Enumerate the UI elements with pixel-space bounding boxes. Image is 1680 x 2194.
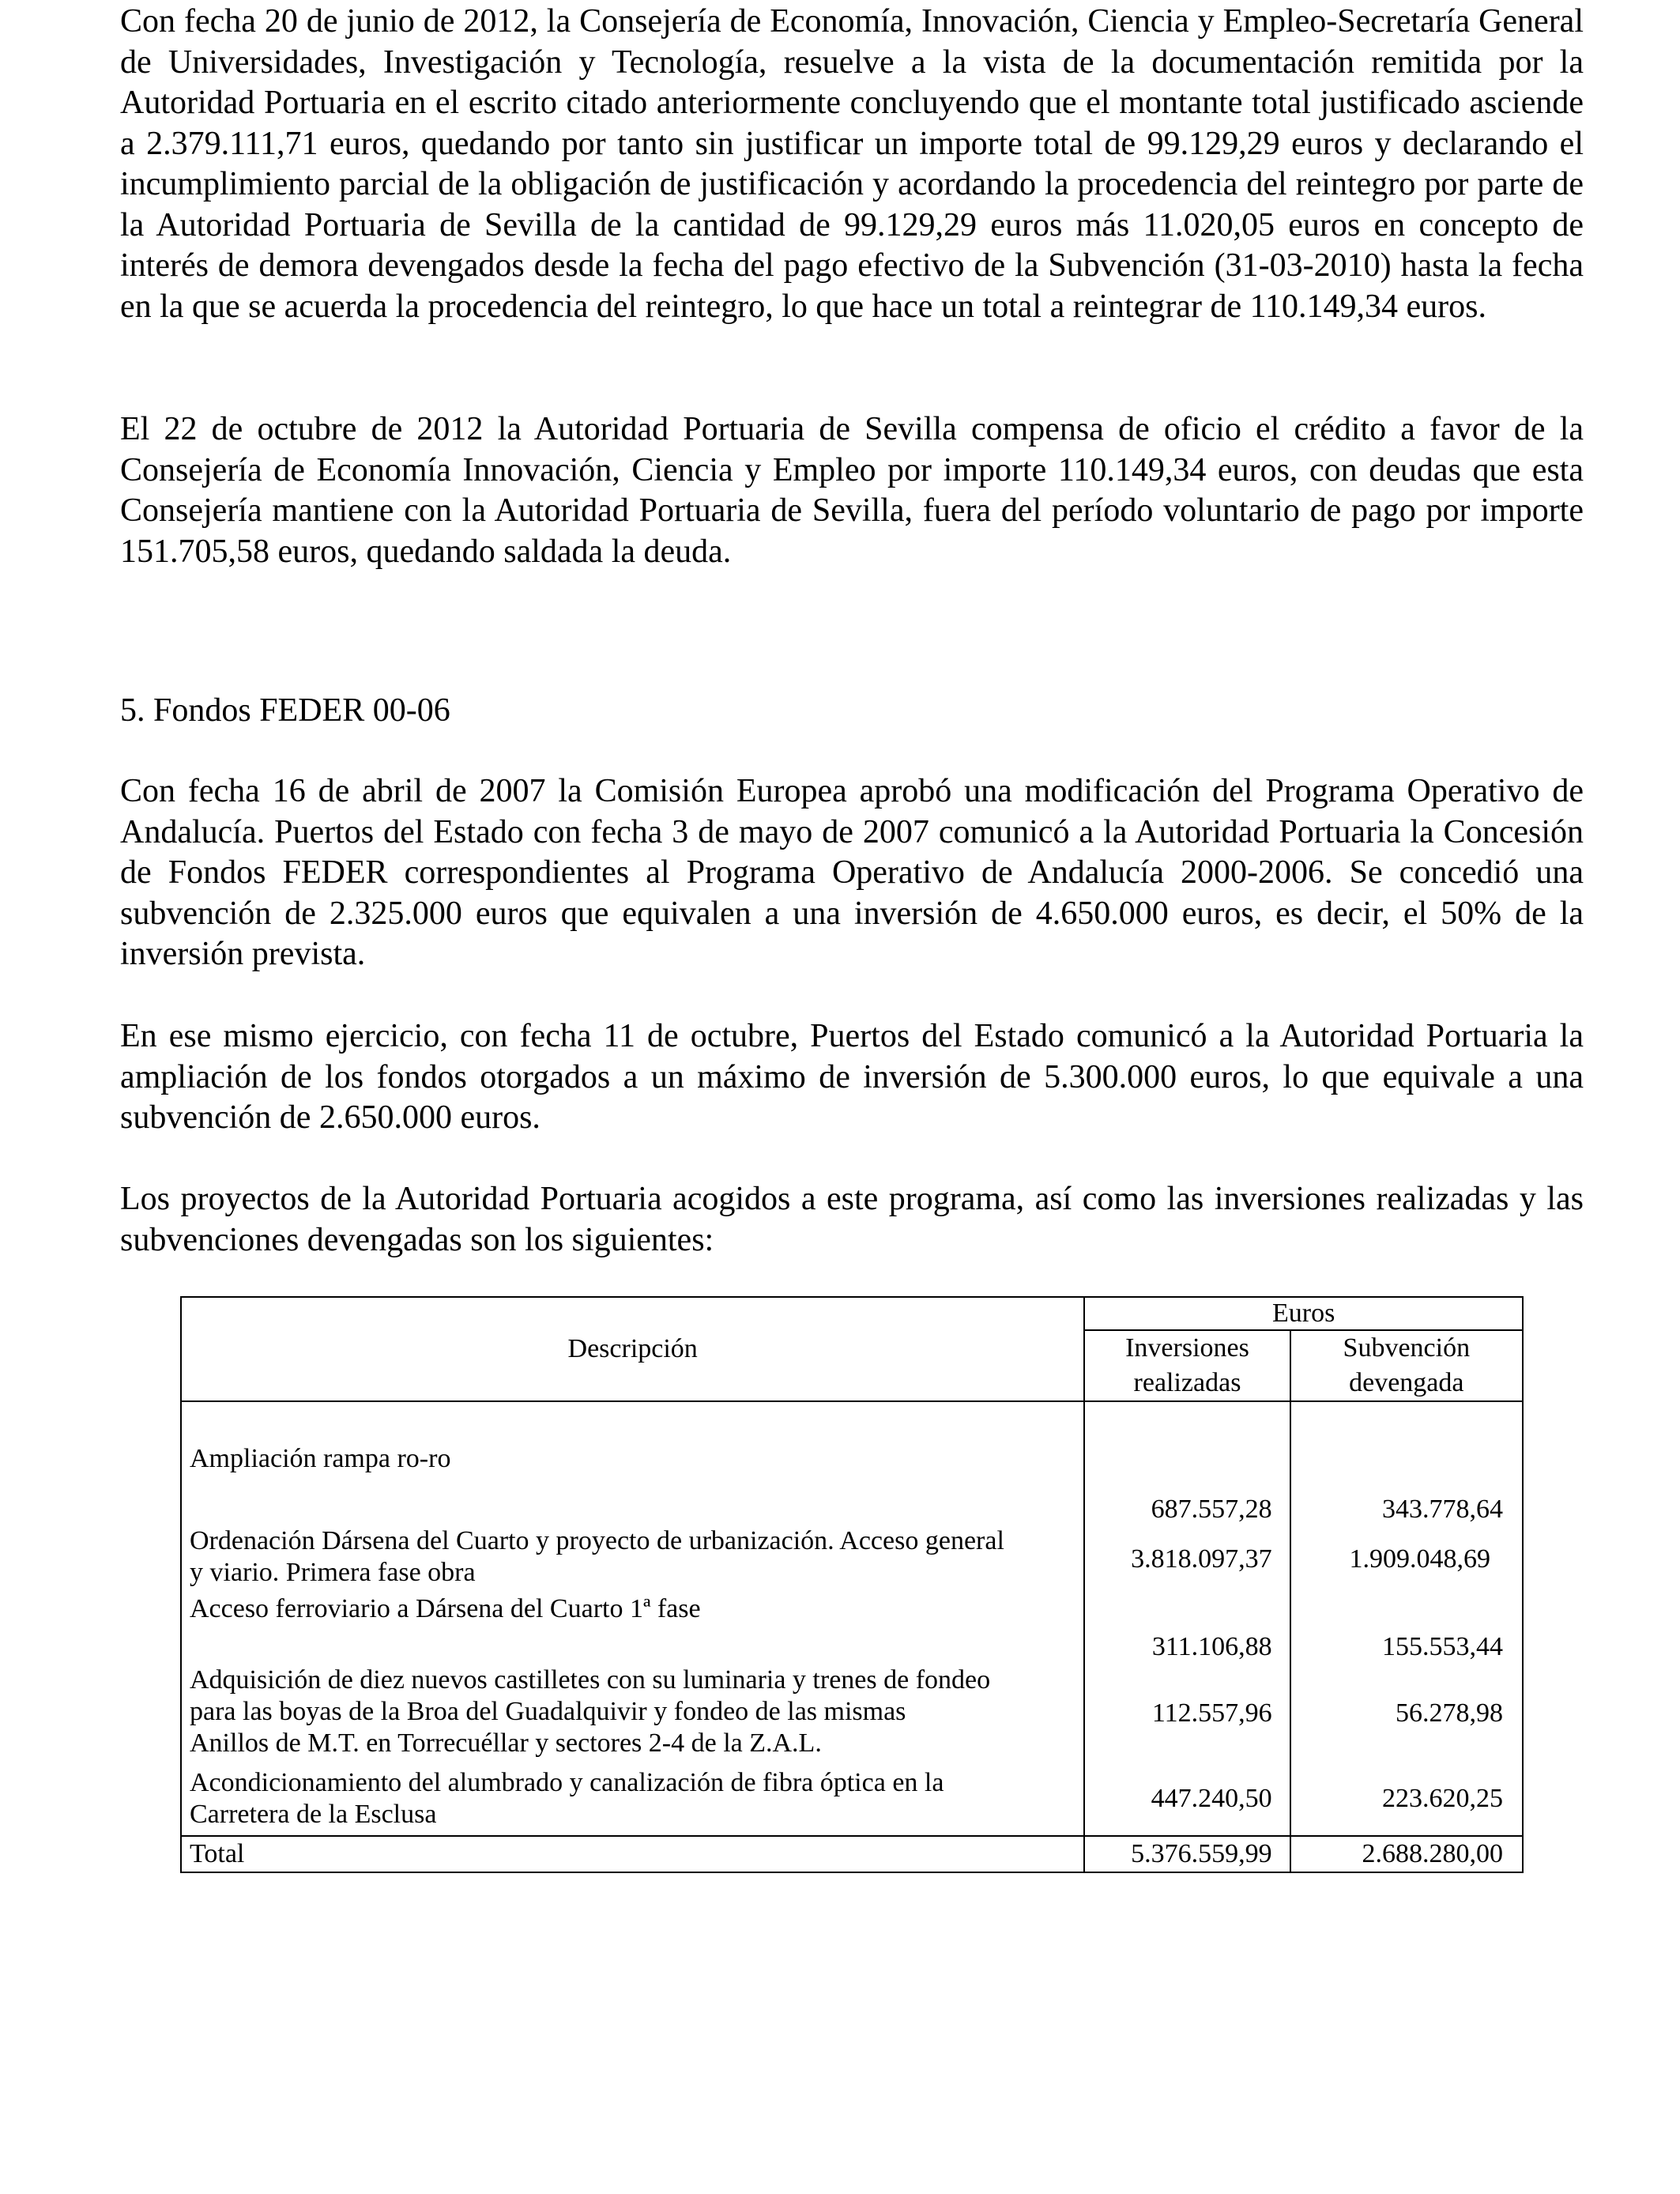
total-inversiones: 5.376.559,99 [1084, 1836, 1290, 1872]
feder-projects-table [180, 1296, 1524, 1873]
row-inversiones: 3.818.097,37 [1084, 1525, 1290, 1593]
row-description [181, 1401, 1084, 1525]
table-row [181, 1401, 1523, 1525]
row-subvencion: 56.278,98 [1290, 1664, 1523, 1762]
table-row [181, 1593, 1523, 1664]
header-descripcion: Descripción [181, 1297, 1084, 1401]
total-subvencion: 2.688.280,00 [1290, 1836, 1523, 1872]
row-subvencion: 343.778,64 [1290, 1401, 1523, 1525]
header-inversiones-line1: Inversiones [1125, 1333, 1249, 1363]
table-row [181, 1762, 1523, 1836]
section-heading: 5. Fondos FEDER 00-06 [120, 692, 450, 729]
header-inversiones-line2: realizadas [1133, 1368, 1241, 1397]
paragraph-reintegro: Con fecha 20 de junio de 2012, la Consejería de Economía, Innovación, Ciencia y Empleo-Secretaría General de Universidades, Investigación y Tecnología, resuelve a la vista de la documentación remitida por la Autoridad Portuaria en el escrito citado anteriormente concluyendo que el montante total justificado asciende a 2.379.111,71 euros, quedando por tanto sin justificar un importe total de 99.129,29 euros y declarando el incumplimiento parcial de la obligación de justificación y acordando la procedencia del reintegro por parte de la Autoridad Portuaria de Sevilla de la cantidad de 99.129,29 euros más 11.020,05 euros en concepto de interés de demora devengados desde la fecha del pago efectivo de la Subvención (31-03-2010) hasta la fecha en la que se acuerda la procedencia del reintegro, lo que hace un total a reintegrar de 110.149,34 euros. [120, 3, 1584, 325]
row-inversiones: 311.106,88 [1084, 1593, 1290, 1664]
row-description [181, 1664, 1084, 1762]
row-inversiones: 687.557,28 [1084, 1401, 1290, 1525]
header-inversiones [1084, 1330, 1290, 1401]
row-description-line: Carretera de la Esclusa [190, 1800, 437, 1829]
paragraph-feder-aprobacion: Con fecha 16 de abril de 2007 la Comisión Europea aprobó una modificación del Programa Operativo de Andalucía. Puertos del Estado con fecha 3 de mayo de 2007 comunicó a la Autoridad Portuaria la Concesión de Fondos FEDER correspondientes al Programa Operativo de Andalucía 2000-2006. Se concedió una subvención de 2.325.000 euros que equivalen a una inversión de 4.650.000 euros, es decir, el 50% de la inversión prevista. [120, 773, 1584, 972]
row-description-line: Anillos de M.T. en Torrecuéllar y sectores 2-4 de la Z.A.L. [190, 1728, 822, 1758]
row-description-line: para las boyas de la Broa del Guadalquivir y fondeo de las mismas [190, 1697, 906, 1726]
row-description-line: Ordenación Dársena del Cuarto y proyecto de urbanización. Acceso general [190, 1526, 1004, 1555]
row-description-line: Ampliación rampa ro-ro [190, 1444, 451, 1473]
table-row [181, 1664, 1523, 1762]
header-euros: Euros [1084, 1297, 1523, 1330]
row-inversiones: 112.557,96 [1084, 1664, 1290, 1762]
row-description [181, 1593, 1084, 1664]
row-description-line: y viario. Primera fase obra [190, 1558, 476, 1587]
total-label: Total [181, 1836, 1084, 1872]
row-description-line: Adquisición de diez nuevos castilletes con su luminaria y trenes de fondeo [190, 1665, 991, 1695]
row-description [181, 1762, 1084, 1836]
header-subvencion-line1: Subvención [1343, 1333, 1471, 1363]
row-subvencion: 223.620,25 [1290, 1762, 1523, 1836]
row-description-line: Acondicionamiento del alumbrado y canalización de fibra óptica en la [190, 1768, 944, 1797]
row-subvencion: 1.909.048,69 [1290, 1525, 1523, 1593]
table-row [181, 1525, 1523, 1593]
row-inversiones: 447.240,50 [1084, 1762, 1290, 1836]
row-description [181, 1525, 1084, 1593]
paragraph-feder-ampliacion: En ese mismo ejercicio, con fecha 11 de octubre, Puertos del Estado comunicó a la Autoridad Portuaria la ampliación de los fondos otorgados a un máximo de inversión de 5.300.000 euros, lo que equivale a una subvención de 2.650.000 euros. [120, 1018, 1584, 1136]
row-subvencion: 155.553,44 [1290, 1593, 1523, 1664]
paragraph-compensacion: El 22 de octubre de 2012 la Autoridad Portuaria de Sevilla compensa de oficio el crédito a favor de la Consejería de Economía Innovación, Ciencia y Empleo por importe 110.149,34 euros, con deudas que esta Consejería mantiene con la Autoridad Portuaria de Sevilla, fuera del período voluntario de pago por importe 151.705,58 euros, quedando saldada la deuda. [120, 411, 1584, 570]
header-subvencion [1290, 1330, 1523, 1401]
header-subvencion-line2: devengada [1349, 1368, 1464, 1397]
row-description-line: Acceso ferroviario a Dársena del Cuarto 1ª fase [190, 1594, 701, 1623]
table-total-row [181, 1836, 1523, 1872]
paragraph-proyectos-intro: Los proyectos de la Autoridad Portuaria acogidos a este programa, así como las inversiones realizadas y las subvenciones devengadas son los siguientes: [120, 1181, 1584, 1258]
